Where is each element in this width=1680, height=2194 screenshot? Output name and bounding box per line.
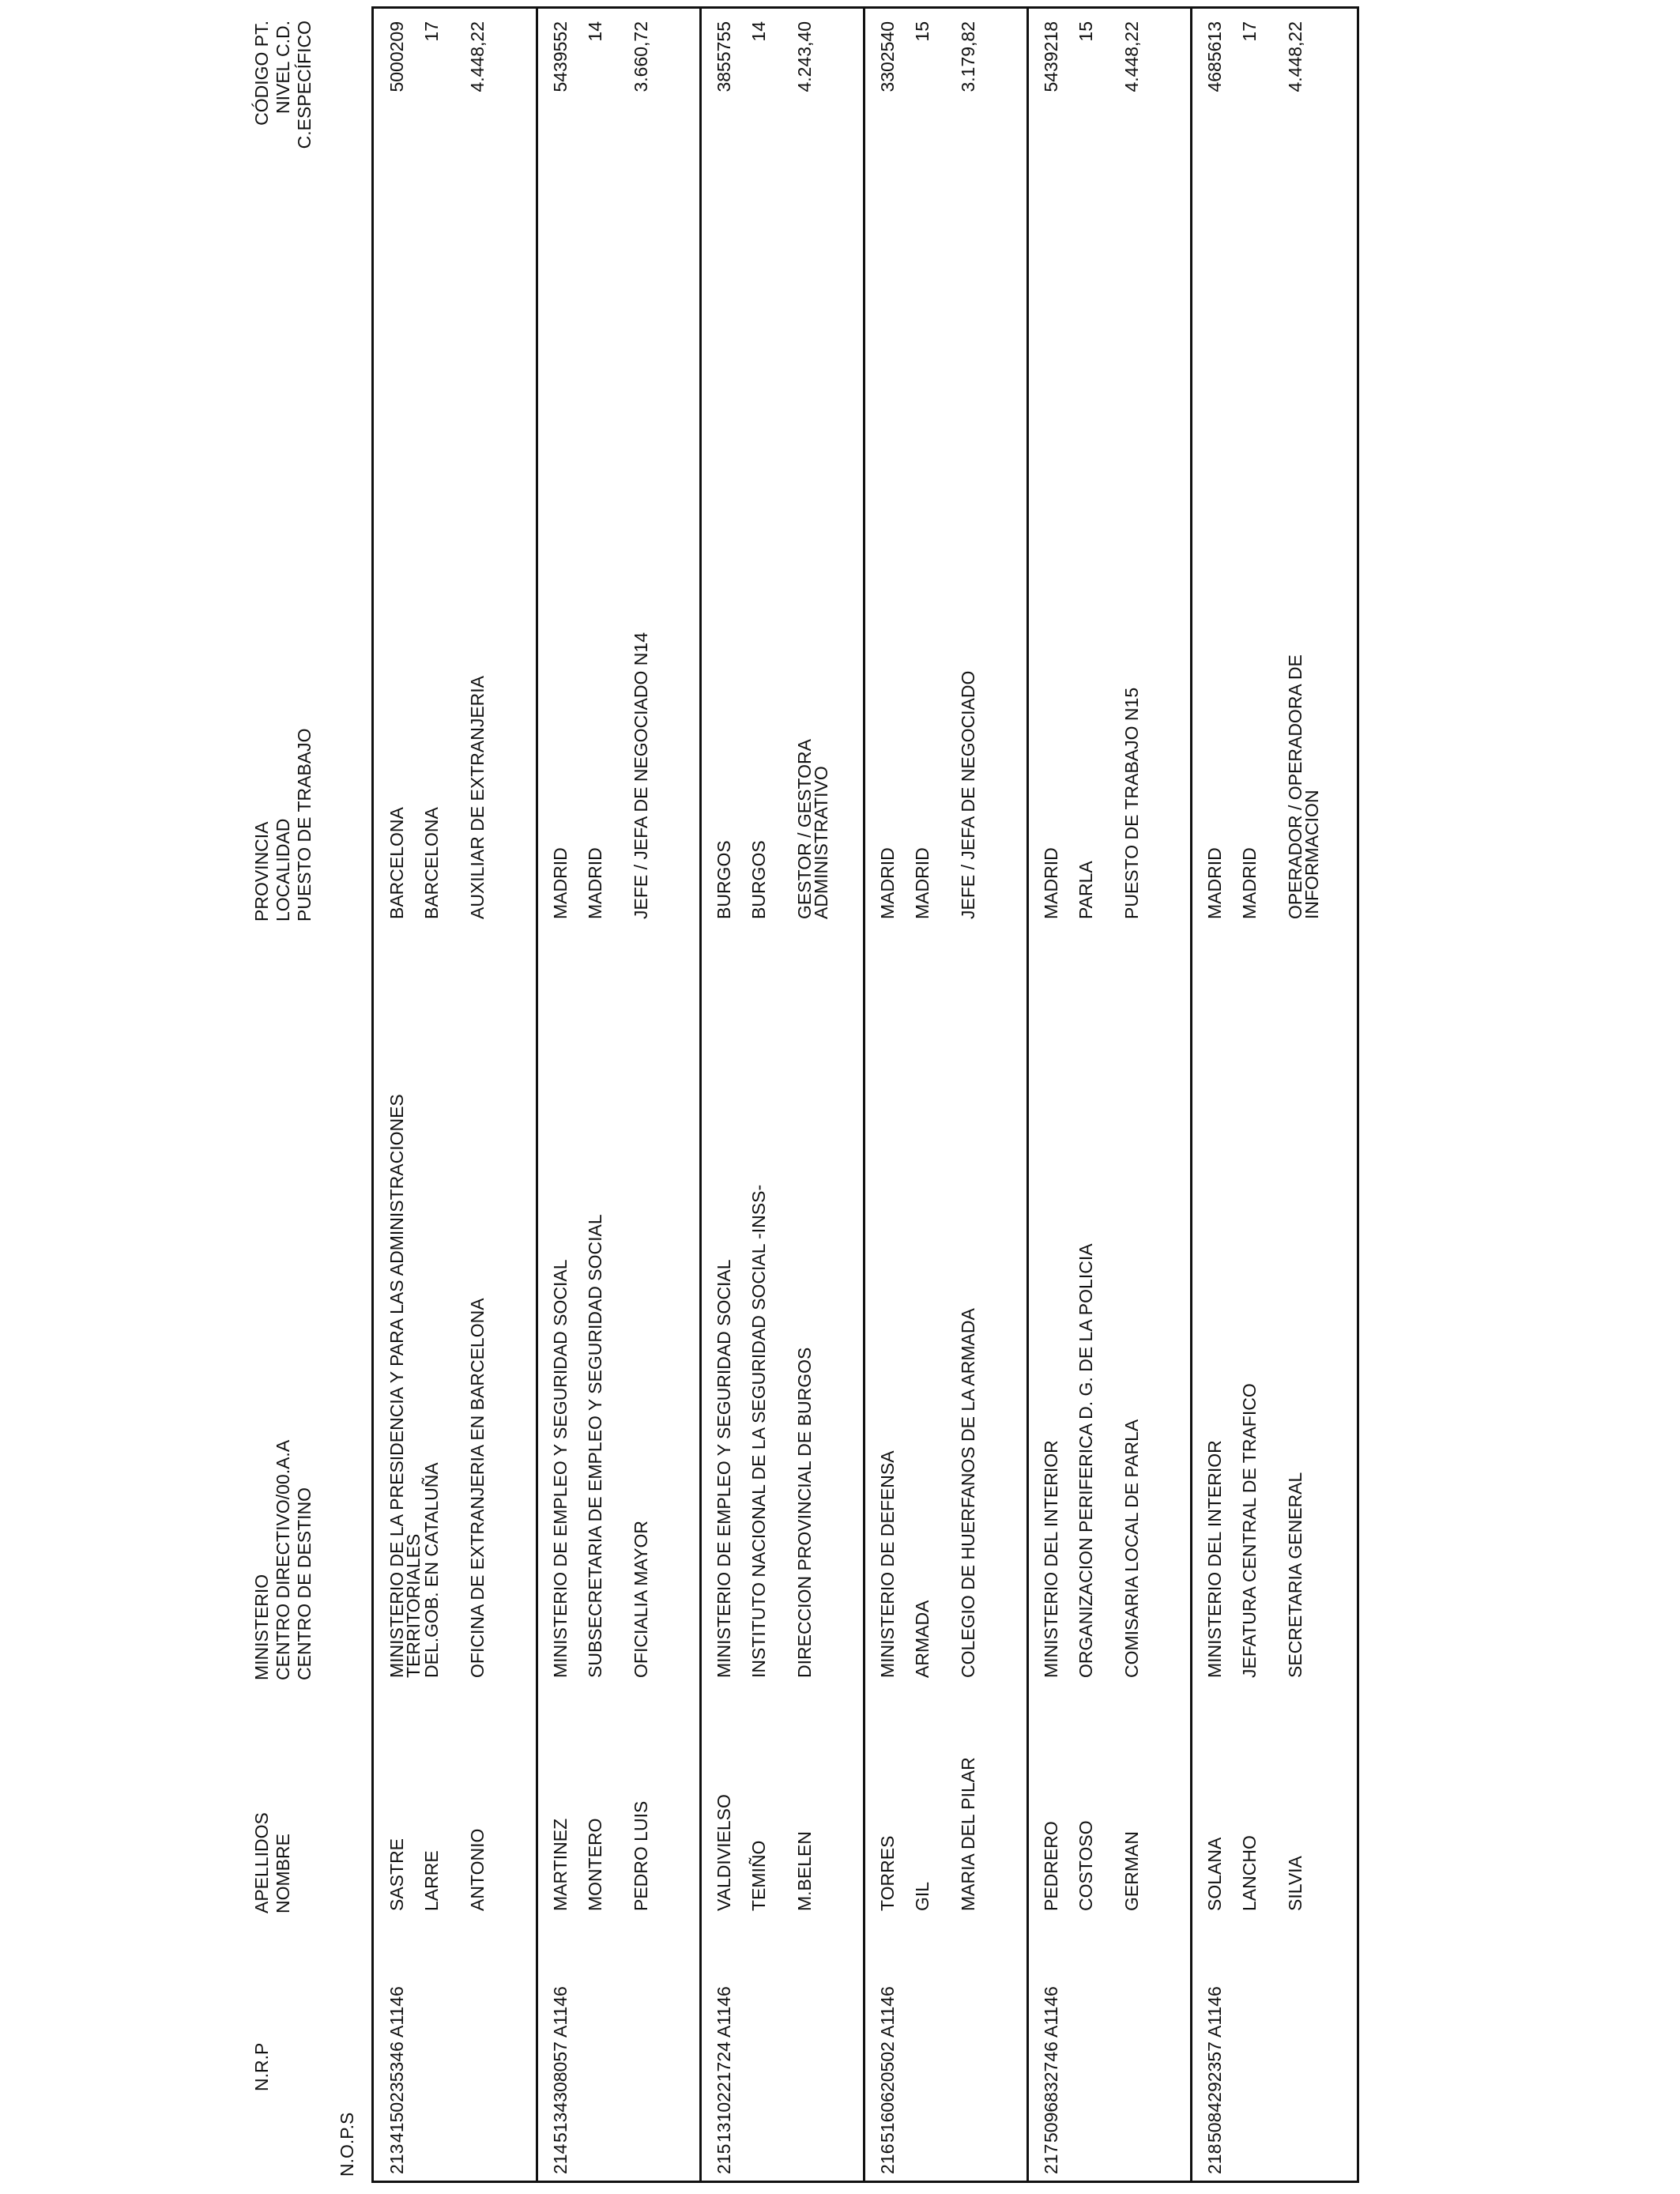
row-especifico: 4.448,22 (467, 21, 488, 92)
row-nops: 214 (550, 2143, 571, 2174)
row-nrp: 4150235346 A1146 (386, 1986, 407, 2143)
header-nrp-label: N.R.P (251, 2042, 272, 2091)
row-puesto: GESTOR / GESTORA (794, 739, 815, 919)
row-nivel: 17 (421, 21, 442, 42)
row-nombre: M.BELEN (794, 1831, 815, 1911)
row-ministerio: MINISTERIO DE LA PRESIDENCIA Y PARA LAS ADMINISTRACIONES (386, 1094, 407, 1678)
row-nombre: ANTONIO (467, 1828, 488, 1911)
header-provincia-label: PROVINCIA (251, 821, 272, 922)
row-puesto: PUESTO DE TRABAJO N15 (1121, 687, 1142, 919)
header-nombre-label: NOMBRE (273, 1834, 293, 1913)
row-nombre: MARIA DEL PILAR (958, 1757, 978, 1911)
row-centro-destino: COMISARIA LOCAL DE PARLA (1121, 1419, 1142, 1678)
row-provincia: MADRID (1041, 847, 1061, 919)
row-apellido1: VALDIVIELSO (714, 1794, 734, 1911)
row-apellido1: SASTRE (386, 1838, 407, 1911)
table-row (701, 9, 864, 2181)
row-codigo: 3855755 (714, 21, 734, 92)
header-provincia (251, 471, 315, 922)
row-apellido2: GIL (912, 1881, 932, 1911)
header-nops (337, 2082, 358, 2177)
row-localidad: BARCELONA (421, 807, 442, 919)
table-row (374, 9, 537, 2181)
header-codigo-label: CÓDIGO PT. (251, 21, 272, 126)
row-ministerio: MINISTERIO DE EMPLEO Y SEGURIDAD SOCIAL (714, 1259, 734, 1678)
row-centro-destino: DIRECCION PROVINCIAL DE BURGOS (794, 1347, 815, 1678)
row-nrp: 5084292357 A1146 (1204, 1986, 1225, 2143)
row-nrp: 5134308057 A1146 (550, 1986, 571, 2143)
row-puesto-cont: ADMINISTRATIVO (811, 766, 831, 919)
row-codigo: 3302540 (877, 21, 898, 92)
row-codigo: 5439552 (550, 21, 571, 92)
row-ministerio: MINISTERIO DE DEFENSA (877, 1450, 898, 1678)
table-row (1192, 9, 1354, 2181)
header-ministerio (251, 922, 315, 1680)
row-nops: 218 (1204, 2143, 1225, 2174)
table-row (1028, 9, 1191, 2181)
row-nops: 213 (386, 2143, 407, 2174)
header-centro-destino-label: CENTRO DE DESTINO (294, 1487, 315, 1680)
row-nrp: 5096832746 A1146 (1041, 1986, 1061, 2143)
row-puesto: JEFE / JEFA DE NEGOCIADO (958, 670, 978, 919)
row-localidad: MADRID (585, 847, 605, 919)
header-ministerio-label: MINISTERIO (251, 1574, 272, 1680)
column-headers (251, 0, 370, 2194)
row-provincia: MADRID (1204, 847, 1225, 919)
row-ministerio: MINISTERIO DEL INTERIOR (1041, 1440, 1061, 1678)
records-table (371, 6, 1359, 2183)
row-codigo: 4685613 (1204, 21, 1225, 92)
row-nivel: 14 (585, 21, 605, 42)
header-puesto-label: PUESTO DE TRABAJO (294, 728, 315, 922)
row-centro-destino: OFICIALIA MAYOR (631, 1521, 651, 1678)
header-apellidos-label: APELLIDOS (251, 1812, 272, 1913)
row-centro-destino: SECRETARIA GENERAL (1285, 1472, 1305, 1678)
row-centro-directivo: ORGANIZACION PERIFERICA D. G. DE LA POLICIA (1075, 1243, 1096, 1678)
row-apellido1: TORRES (877, 1835, 898, 1911)
header-localidad-label: LOCALIDAD (273, 818, 293, 922)
row-divider (699, 9, 702, 2181)
row-divider (536, 9, 538, 2181)
row-provincia: BURGOS (714, 840, 734, 919)
row-apellido2: LANCHO (1239, 1835, 1260, 1911)
row-nombre: PEDRO LUIS (631, 1800, 651, 1911)
row-nops: 215 (714, 2143, 734, 2174)
row-centro-destino: OFICINA DE EXTRANJERIA EN BARCELONA (467, 1298, 488, 1678)
row-codigo: 5000209 (386, 21, 407, 92)
header-nrp (251, 1957, 273, 2091)
row-nops: 217 (1041, 2143, 1061, 2174)
row-especifico: 4.448,22 (1121, 21, 1142, 92)
row-nivel: 14 (748, 21, 769, 42)
row-puesto: JEFE / JEFA DE NEGOCIADO N14 (631, 632, 651, 919)
row-nivel: 17 (1239, 21, 1260, 42)
header-apellidos (251, 1724, 294, 1913)
row-apellido2: COSTOSO (1075, 1820, 1096, 1911)
row-nrp: 5160620502 A1146 (877, 1986, 898, 2143)
row-divider (1026, 9, 1029, 2181)
row-ministerio-cont: TERRITORIALES (403, 1533, 424, 1678)
row-provincia: BARCELONA (386, 807, 407, 919)
row-centro-directivo: ARMADA (912, 1600, 932, 1678)
row-especifico: 4.243,40 (794, 21, 815, 92)
row-centro-destino: COLEGIO DE HUERFANOS DE LA ARMADA (958, 1308, 978, 1678)
row-apellido1: PEDRERO (1041, 1821, 1061, 1911)
row-nrp: 1310221724 A1146 (714, 1986, 734, 2143)
row-divider (863, 9, 865, 2181)
row-especifico: 3.179,82 (958, 21, 978, 92)
header-especifico-label: C.ESPECÍFICO (294, 21, 315, 149)
header-codigo (251, 21, 315, 455)
row-localidad: MADRID (912, 847, 932, 919)
row-apellido2: TEMIÑO (748, 1840, 769, 1911)
row-centro-directivo: INSTITUTO NACIONAL DE LA SEGURIDAD SOCIAL -INSS- (748, 1184, 769, 1678)
row-nombre: SILVIA (1285, 1856, 1305, 1911)
row-apellido1: SOLANA (1204, 1837, 1225, 1911)
header-nops-label: N.O.P.S (337, 2112, 357, 2177)
row-localidad: MADRID (1239, 847, 1260, 919)
row-localidad: BURGOS (748, 840, 769, 919)
row-centro-directivo: JEFATURA CENTRAL DE TRAFICO (1239, 1383, 1260, 1678)
header-nivel-label: NIVEL C.D. (273, 21, 293, 115)
row-centro-directivo: SUBSECRETARIA DE EMPLEO Y SEGURIDAD SOCIAL (585, 1214, 605, 1678)
row-provincia: MADRID (550, 847, 571, 919)
row-ministerio: MINISTERIO DEL INTERIOR (1204, 1440, 1225, 1678)
row-provincia: MADRID (877, 847, 898, 919)
row-especifico: 4.448,22 (1285, 21, 1305, 92)
row-puesto: AUXILIAR DE EXTRANJERIA (467, 675, 488, 919)
row-puesto-cont: INFORMACION (1301, 790, 1322, 919)
row-puesto: OPERADOR / OPERADORA DE (1285, 654, 1305, 919)
header-centro-directivo-label: CENTRO DIRECTIVO/00.A.A (273, 1439, 293, 1680)
row-codigo: 5439218 (1041, 21, 1061, 92)
row-nivel: 15 (912, 21, 932, 42)
row-divider (1190, 9, 1192, 2181)
row-apellido2: LARRE (421, 1850, 442, 1911)
row-especifico: 3.660,72 (631, 21, 651, 92)
row-apellido1: MARTINEZ (550, 1818, 571, 1911)
table-row (537, 9, 700, 2181)
row-nops: 216 (877, 2143, 898, 2174)
row-apellido2: MONTERO (585, 1818, 605, 1911)
row-nombre: GERMAN (1121, 1831, 1142, 1911)
row-localidad: PARLA (1075, 861, 1096, 919)
row-ministerio: MINISTERIO DE EMPLEO Y SEGURIDAD SOCIAL (550, 1259, 571, 1678)
table-row (864, 9, 1027, 2181)
row-centro-directivo: DEL.GOB. EN CATALUÑA (421, 1462, 442, 1678)
row-nivel: 15 (1075, 21, 1096, 42)
